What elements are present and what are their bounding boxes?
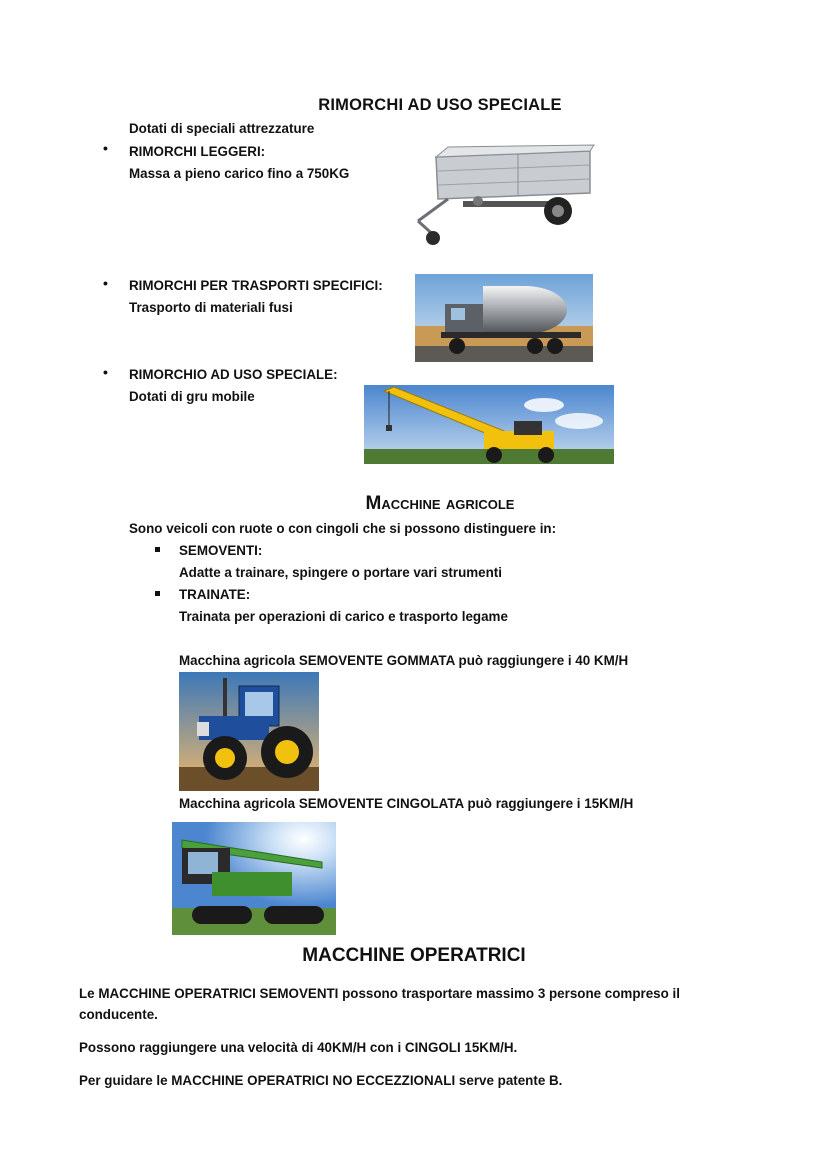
cingolata-caption: Macchina agricola SEMOVENTE CINGOLATA può raggiungere i 15KM/H — [179, 796, 634, 811]
rimorchi-intro: Dotati di speciali attrezzature — [129, 121, 315, 136]
section-title-operatrici: MACCHINE OPERATRICI — [302, 945, 526, 966]
tractor-icon — [179, 672, 319, 791]
rimorchi-specifici-desc: Trasporto di materiali fusi — [129, 300, 293, 315]
rimorchio-uso-speciale-desc: Dotati di gru mobile — [129, 389, 255, 404]
rimorchi-leggeri-desc: Massa a pieno carico fino a 750KG — [129, 166, 350, 181]
gommata-caption: Macchina agricola SEMOVENTE GOMMATA può raggiungere i 40 KM/H — [179, 653, 629, 668]
trainate-desc: Trainata per operazioni di carico e trasporto legame — [179, 609, 508, 624]
crane-image — [364, 385, 614, 464]
rimorchio-uso-speciale-label: RIMORCHIO AD USO SPECIALE: — [129, 367, 338, 382]
section-title-agricole: Macchine agricole — [365, 493, 515, 514]
tracked-sprayer-icon — [172, 822, 336, 935]
agricole-intro: Sono veicoli con ruote o con cingoli che si possono distinguere in: — [129, 521, 557, 536]
tanker-image — [415, 274, 593, 362]
trailer-icon — [408, 143, 600, 249]
operatrici-paragraph-3: Per guidare le MACCHINE OPERATRICI NO ECCEZZIONALI serve patente B. — [79, 1073, 563, 1088]
bullet-icon: • — [103, 364, 108, 380]
bullet-icon: • — [103, 140, 108, 156]
trainate-label: TRAINATE: — [179, 587, 251, 602]
sprayer-image — [172, 822, 336, 935]
semoventi-desc: Adatte a trainare, spingere o portare vari strumenti — [179, 565, 502, 580]
mobile-crane-icon — [364, 385, 614, 464]
rimorchi-leggeri-label: RIMORCHI LEGGERI: — [129, 144, 266, 159]
trailer-image — [408, 143, 600, 249]
tanker-truck-icon — [415, 274, 593, 362]
operatrici-paragraph-2: Possono raggiungere una velocità di 40KM/H con i CINGOLI 15KM/H. — [79, 1040, 518, 1055]
bullet-icon: • — [103, 275, 108, 291]
section-title-rimorchi: RIMORCHI AD USO SPECIALE — [318, 96, 562, 114]
square-bullet-icon — [155, 591, 160, 596]
semoventi-label: SEMOVENTI: — [179, 543, 263, 558]
operatrici-paragraph-1: Le MACCHINE OPERATRICI SEMOVENTI possono trasportare massimo 3 persone compreso il conducente. — [79, 986, 680, 1022]
square-bullet-icon — [155, 547, 160, 552]
tractor-image — [179, 672, 319, 791]
rimorchi-specifici-label: RIMORCHI PER TRASPORTI SPECIFICI: — [129, 278, 383, 293]
